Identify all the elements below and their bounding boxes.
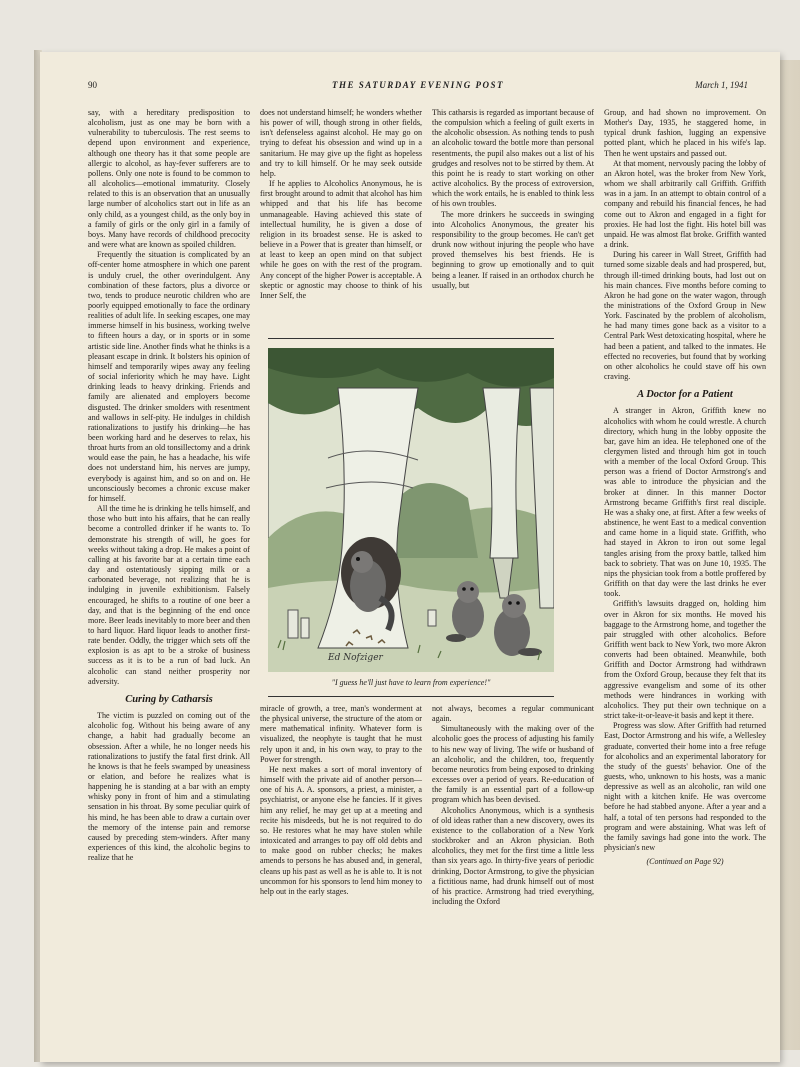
page-header: [88, 80, 748, 96]
column-1: [88, 108, 250, 1048]
paragraph: say, with a hereditary predisposition to alcoholism, just as one may be born with a vulnerability to tuberculosis. The rest seems to depend upon environment and experience, although one theory has it that some people are allergic to alcohol, as hay-fever sufferers are to pollens. Only one note is found to be common to all alcoholics—emotional immaturity. Closely related to this is an observation that an unusually large number of alcoholics start out in life as an only child, as a youngest child, as the only boy in a family of girls or the only girl in a family of boys. Many have records of childhood precocity and were what are known as spoiled children.: [88, 108, 250, 250]
paragraph: During his career in Wall Street, Griffith had turned some sizable deals and had prospered, but, through ill-timed drinking bouts, had lost out on his main chances. Five months before coming to Akron he had gone on the water wagon, through the ministrations of the Oxford Group in New York. Fascinated by the problem of alcoholism, he had many times gone back as a visitor to a Central Park West detoxicating hospital, where he had been a patient, and talked to the inmates. He effected no recoveries, but found that by working on other alcoholics he could stave off his own craving.: [604, 250, 766, 382]
page-number: 90: [88, 80, 97, 90]
cartoon-caption: "I guess he'll just have to learn from experience!": [331, 678, 491, 687]
paragraph: Group, and had shown no improvement. On Mother's Day, 1935, he staggered home, in typical drunk fashion, lugging an expensive potted plant, which he placed in his wife's lap. Then he went upstairs and passed out.: [604, 108, 766, 158]
subheading-curing: Curing by Catharsis: [125, 693, 213, 705]
divider-top: [268, 338, 554, 339]
paragraph: The more drinkers he succeeds in swinging into Alcoholics Anonymous, the greater his responsibility to the group becomes. He can't get drunk now without injuring the people who have proved themselves his best friends. He is beginning to grow up emotionally and to quit being a leaner. If raised in an orthodox church he usually, but: [432, 209, 594, 290]
paragraph: does not understand himself; he wonders whether his power of will, though strong in other fields, isn't defenseless against alcohol. He may go on trying to defeat his obsession and wind up in a sanitarium. He may give up the fight as hopeless and try to kill himself. Or he may seek outside help.: [260, 108, 422, 178]
subheading-doctor: A Doctor for a Patient: [637, 389, 733, 401]
paragraph: Frequently the situation is complicated by an off-center home atmosphere in which one parent is unduly cruel, the other overindulgent. Any combination of these factors, plus a divorce or two, tends to produce neurotic children who are poorly equipped emotionally to face the ordinary realities of adult life. In seeking escapes, one may immerse himself in his business, working twelve to fifteen hours a day, or in sports or in some artistic side line. Another finds what he thinks is a pleasant escape in drink. It bolsters his opinion of himself and temporarily wipes away any feeling of social inferiority which he may have. Light drinking leads to heavy drinking. Friends and family are alienated and employers become disgusted. The drinker smolders with resentment and wallows in self-pity. He indulges in childish rationalizations to justify his drinking—he has been working hard and he deserves to relax, his throat hurts from an old tonsillectomy and a drink would ease the pain, he has a headache, his wife does not understand him, his nerves are jumpy, everybody is against him, and so on and on. He unconsciously becomes a chronic excuse maker for himself.: [88, 250, 250, 503]
divider-bottom: [268, 696, 554, 697]
paragraph: miracle of growth, a tree, man's wonderment at the physical universe, the structure of the atom or mere mathematical infinity. Whatever form is visualized, the neophyte is taught that he must rely upon it and, in his own way, to pray to the Power for strength.: [260, 704, 422, 764]
paragraph: All the time he is drinking he tells himself, and those who butt into his affairs, that he can really become a controlled drinker if he wants to. To demonstrate his strength of will, he goes for weeks without taking a drop. He makes a point of calling at his favorite bar at a certain time each day and ostentatiously sipping milk or a carbonated beverage, not realizing that he is indulging in juvenile exhibitionism. Falsely encouraged, he shifts to a routine of one beer a day, and that is the beginning of the end once more. Beer leads inevitably to more beer and then to hard liquor. Hard liquor leads to another first-rate bender. Oddly, the trigger which sets off the explosion is as apt to be a stroke of business success as it is to be a run of bad luck. An alcoholic can stand neither prosperity nor adversity.: [88, 504, 250, 686]
column-3-top: [432, 108, 594, 330]
paragraph: Alcoholics Anonymous, which is a synthesis of old ideas rather than a new discovery, owes its existence to the collaboration of a New York stockbroker and an Akron physician. Both alcoholics, they met for the first time a little less than six years ago. In thirty-five years of periodic drinking, Doctor Armstrong, to give the physician a fictitious name, had drunk himself out of most of his practice. Armstrong had tried everything, including the Oxford: [432, 805, 594, 906]
magazine-page: [40, 52, 780, 1062]
paragraph: Progress was slow. After Griffith had returned East, Doctor Armstrong and his wife, a Wellesley graduate, converted their home into a free refuge for alcoholics and an experimental laboratory for the study of the guests' behavior. One of the guests, who, unknown to his hosts, was a manic depressive as well as an alcoholic, ran wild one night with a kitchen knife. He was overcome before he had stabbed anyone. After a year and a half, a total of ten persons had responded to the program and were abstaining. What was left of the family savings had gone into the work. The physician's new: [604, 721, 766, 853]
masthead: THE SATURDAY EVENING POST: [332, 80, 504, 90]
paragraph: He next makes a sort of moral inventory of himself with the private aid of another person—one of his A. A. sponsors, a priest, a minister, a psychiatrist, or anyone else he fancies. If it gives him any relief, he may get up at a meeting and recite his misdeeds, but he is not required to do so. He restores what he may have stolen while intoxicated and arranges to pay off old debts and to make good on rubber checks; he makes amends to persons he has abused and, in general, cleans up his past as well as he is able to. It is not uncommon for his sponsors to lend him money to help out in the early stages.: [260, 764, 422, 896]
column-3-bottom: [432, 704, 594, 1044]
column-2-top: [260, 108, 422, 330]
paragraph: This catharsis is regarded as important because of the compulsion which a feeling of guilt exerts in the alcoholic obsession. As nothing tends to push an alcoholic toward the bottle more than personal resentments, the pupil also makes out a list of his grudges and resolves not to be stirred by them. At this point he is ready to start working on other active alcoholics. By the process of extroversion, which the work entails, he is enabled to think less of his own troubles.: [432, 108, 594, 209]
paragraph: Simultaneously with the making over of the alcoholic goes the process of adjusting his family to his new way of living. The wife or husband of an alcoholic, and the children, too, frequently become neurotics from being exposed to drinking excesses over a period of years. Re-education of the family is an essential part of a follow-up program which has been devised.: [432, 724, 594, 805]
paragraph: A stranger in Akron, Griffith knew no alcoholics with whom he could wrestle. A church directory, which hung in the lobby opposite the bar, gave him an idea. He telephoned one of the clergymen listed and through him got in touch with a member of the local Oxford Group. This person was a friend of Doctor Armstrong's and was able to introduce the physician and the broker at dinner. In this manner Doctor Armstrong became Griffith's first real disciple. He was a shaky one, at first. After a few weeks of abstinence, he went East to a medical convention and came home in a liquid state. Griffith, who had stayed in Akron to iron out some legal tangles arising from the proxy battle, talked him back to sobriety. That was on June 10, 1935. The nips the physician took from a bottle proffered by Griffith on that day were the last drinks he ever took.: [604, 406, 766, 599]
issue-date: March 1, 1941: [695, 80, 748, 90]
paragraph: The victim is puzzled on coming out of the alcoholic fog. Without his being aware of any change, a habit had gradually become an obsession. After a while, he no longer needs his rationalizations to justify the fatal first drink. All he knows is that he feels swamped by uneasiness or elation, and before he realizes what is happening he is standing at a bar with an empty whisky pony in front of him and a stimulating sensation in his throat. By some peculiar quirk of his mind, he has been able to draw a curtain over the memory of the intense pain and remorse caused by preceding stem-winders. After many experiences of this kind, the alcoholic begins to realize that he: [88, 711, 250, 863]
column-4: [604, 108, 766, 1048]
paragraph: If he applies to Alcoholics Anonymous, he is first brought around to admit that alcohol has him whipped and that his life has become unmanageable. Having achieved this state of intellectual humility, he is given a dose of religion in its broadest sense. He is asked to believe in a Power that is greater than himself, or at least to keep an open mind on that subject while he goes on with the rest of the program. Any concept of the higher Power is acceptable. A skeptic or agnostic may choose to think of his Inner Self, the: [260, 179, 422, 300]
continued-notice: (Continued on Page 92): [646, 857, 724, 867]
paragraph: Griffith's lawsuits dragged on, holding him over in Akron for six months. He moved his baggage to the Armstrong home, and together the pair struggled with other alcoholics. Before Griffith went back to New York, two more Akron converts had been obtained. Meanwhile, both Griffith and Doctor Armstrong had withdrawn from the Oxford Group, because they felt that its aggressive evangelism and some of its other methods were hindrances in working with alcoholics. They put their own technique on a strict take-it-or-leave-it basis and kept it there.: [604, 599, 766, 721]
cartoon-illustration: [268, 348, 554, 672]
paragraph: not always, becomes a regular communicant again.: [432, 704, 594, 724]
column-2-bottom: [260, 704, 422, 1044]
cartoonist-signature: Ed Nofziger: [328, 653, 383, 663]
paragraph: At that moment, nervously pacing the lobby of an Akron hotel, was the broker from New York, whom we shall arbitrarily call Griffith. Griffith was in a jam. In an attempt to obtain control of a company and rebuild his financial fences, he had come out to Akron and engaged in a fight for proxies. He had lost the fight. His hotel bill was unpaid. He was almost flat broke. Griffith wanted a drink.: [604, 158, 766, 250]
